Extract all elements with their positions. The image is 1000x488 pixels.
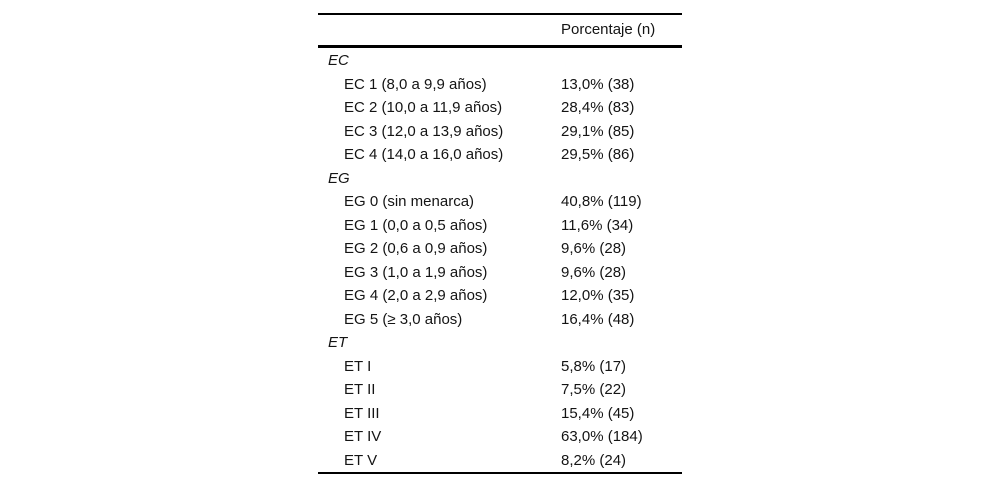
table-row [318, 378, 682, 402]
row-label: ET III [344, 404, 380, 422]
row-label: EG 2 (0,6 a 0,9 años) [344, 240, 488, 257]
row-value: 28,4% (83) [561, 99, 635, 116]
table-row [318, 190, 682, 214]
table-row [318, 261, 682, 285]
table-row [318, 73, 682, 97]
table-body [318, 48, 682, 474]
row-value: 11,6% (34) [561, 216, 634, 234]
section-label: ET [328, 334, 348, 351]
section-label: EG [328, 169, 350, 187]
row-label: EG 5 (≥ 3,0 años) [344, 310, 463, 328]
table-row [318, 449, 682, 473]
row-value: 12,0% (35) [561, 287, 635, 304]
row-value: 9,6% (28) [561, 263, 627, 281]
statistics-table [318, 13, 682, 474]
row-label: EC 3 (12,0 a 13,9 años) [344, 122, 504, 140]
table-row [318, 237, 682, 261]
row-value: 9,6% (28) [561, 240, 627, 257]
row-label: EC 4 (14,0 a 16,0 años) [344, 146, 504, 163]
row-value: 29,1% (85) [561, 122, 635, 140]
header-porcentaje: Porcentaje (n) [561, 21, 656, 38]
table-row [318, 96, 682, 120]
table-row [318, 425, 682, 449]
row-value: 16,4% (48) [561, 310, 635, 328]
table-row [318, 284, 682, 308]
row-value: 40,8% (119) [561, 193, 642, 210]
row-value: 7,5% (22) [561, 381, 627, 398]
row-label: EG 0 (sin menarca) [344, 193, 475, 210]
table-row [318, 402, 682, 426]
section-header-row [318, 167, 682, 191]
table-row [318, 355, 682, 379]
row-label: EG 1 (0,0 a 0,5 años) [344, 216, 488, 234]
table-row [318, 143, 682, 167]
row-label: ET IV [344, 428, 382, 445]
row-value: 13,0% (38) [561, 75, 635, 93]
row-label: EG 3 (1,0 a 1,9 años) [344, 263, 488, 281]
row-label: ET I [344, 357, 372, 375]
section-label: EC [328, 52, 349, 69]
row-label: EC 2 (10,0 a 11,9 años) [344, 99, 503, 116]
section-header-row [318, 49, 682, 73]
row-label: ET II [344, 381, 376, 398]
row-label: ET V [344, 451, 378, 469]
row-value: 63,0% (184) [561, 428, 643, 445]
table-row [318, 214, 682, 238]
section-header-row [318, 331, 682, 355]
row-value: 15,4% (45) [561, 404, 635, 422]
table-row [318, 120, 682, 144]
row-label: EG 4 (2,0 a 2,9 años) [344, 287, 488, 304]
row-value: 5,8% (17) [561, 357, 627, 375]
row-label: EC 1 (8,0 a 9,9 años) [344, 75, 487, 93]
table-header-row [318, 15, 682, 48]
table-row [318, 308, 682, 332]
row-value: 29,5% (86) [561, 146, 635, 163]
row-value: 8,2% (24) [561, 451, 627, 469]
